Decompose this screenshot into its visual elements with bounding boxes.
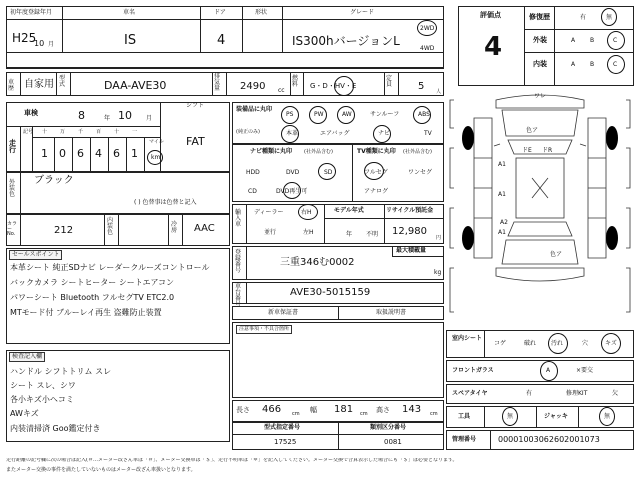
front-glass-option-replace: ×要交 (576, 367, 594, 374)
spare-tire-option-none: 欠 (612, 390, 619, 397)
inspector-note-line-1: ハンドル シフトトリム スレ (10, 367, 112, 376)
navi-option-cd: CD (248, 188, 257, 195)
reg-no-value: 三重346む0002 (280, 257, 355, 268)
mileage-digit-label: 十 (114, 129, 120, 135)
max-load-label: 最大積載量 (396, 247, 427, 254)
import-handle-right-circle (298, 204, 318, 220)
inspection-label: 車検 (24, 109, 38, 117)
mileage-digit: 4 (95, 147, 102, 160)
diagram-label-a2: A2 (500, 219, 508, 226)
registration-month-unit: 月 (48, 41, 55, 48)
shift-value: FAT (186, 135, 205, 148)
exterior-label: 外装 (533, 36, 547, 44)
displacement-unit: cc (278, 87, 285, 94)
displacement-value: 2490 (240, 81, 266, 92)
model-value: DAA-AVE30 (104, 79, 167, 92)
navi-sd-circle (318, 163, 336, 180)
registration-month: 10 (34, 39, 45, 48)
interior-label: 内装 (533, 60, 547, 68)
color-no-value: 212 (54, 225, 74, 236)
notes-label: 注意事項・不具合箇所 (236, 325, 292, 334)
diagram-label-a1-1: A1 (498, 161, 506, 168)
footer-line-1: 走行距離の記号欄に次の場合は記入(＃…メーター改ざん車は「＃」、メーター交換車は「＄」、走行不明車は「＊」を記入してください。メーター交換で合算表示した場合にも「＄」は必要となります。 (6, 458, 458, 463)
equipment-selected-circle (309, 106, 327, 124)
navi-option-dvd-play: DVD再生可 (276, 188, 308, 195)
type-designation-value: 17525 (274, 438, 297, 446)
rating-value: 4 (484, 32, 503, 62)
drive-2wd-circle (417, 20, 437, 36)
seat-option-kizu: キズ (605, 340, 617, 347)
diagram-label-dor: ドR (542, 147, 553, 154)
management-value: 00001003062602001073 (498, 435, 600, 444)
interior-option-c: C (613, 61, 618, 68)
selling-point-line-3: パワーシート Bluetooth フルセグTV ETC2.0 (10, 293, 175, 302)
inspection-year: 8 (78, 109, 85, 122)
inspector-notes-label: 検査記入欄 (9, 352, 45, 362)
inspector-note-line-2: シート スレ、シワ (10, 381, 76, 390)
seat-option-ana: 穴 (582, 340, 589, 347)
mileage-label: 走行 (9, 139, 16, 154)
inspector-note-line-5: 内装清掃済 Goo鑑定付き (10, 424, 101, 433)
navi-option-sd: SD (324, 169, 333, 176)
diagram-label-iro-2: 色ア (550, 251, 563, 258)
mileage-digit: 1 (41, 147, 48, 160)
grade-label: グレード (350, 9, 375, 16)
interior-option-a: A (571, 61, 576, 68)
equipment-item: TV (424, 130, 432, 137)
color-value: ブラック (34, 175, 74, 186)
equipment-item: ナビ (378, 130, 391, 137)
import-dealer: ディーラー (254, 209, 284, 216)
jack-label: ジャッキ (544, 413, 568, 420)
exterior-option-c: C (613, 37, 618, 44)
front-glass-label: フロントガラス (452, 367, 494, 374)
spare-tire-label: スペアタイヤ (452, 390, 488, 397)
tv-fullseg-circle (364, 162, 384, 180)
doors: 4 (217, 33, 226, 48)
equipment-item: ABS (418, 111, 430, 118)
warranty-manual: 取扱説明書 (376, 309, 407, 316)
km-label: km (151, 154, 161, 161)
jack-none-circle (599, 407, 615, 426)
equipment-selected-circle (281, 106, 299, 124)
color-note: ( ) 色替事は色替と記入 (134, 199, 197, 206)
grade: IS300hバージョンL (292, 34, 400, 48)
repair-option-no: 無 (606, 14, 613, 21)
navi-note: (社外品含む) (304, 149, 333, 155)
navi-label: ナビ種類に丸印 (250, 148, 293, 155)
jack-value: 無 (604, 413, 611, 420)
tools-none-circle (502, 407, 518, 426)
inspection-month-unit: 月 (146, 115, 153, 122)
warranty-new: 新車保証書 (268, 309, 299, 316)
seat-yogore-circle (548, 333, 568, 354)
tv-option-oneseg: ワンセグ (408, 169, 433, 176)
capacity-unit: 人 (436, 89, 442, 95)
navi-option-dvd: DVD (286, 169, 300, 176)
interior-option-b: B (590, 61, 595, 68)
seat-option-yabure: 破れ (524, 340, 537, 347)
fuel-selected-circle (334, 76, 354, 96)
tv-option-fullseg: フルセグ (364, 169, 388, 176)
selling-point-line-1: 本革シート 純正SDナビ レーダークルーズコントロール (10, 263, 210, 272)
registration-year: H25 (12, 31, 37, 45)
spare-tire-option-yes: 有 (526, 390, 533, 397)
interior-c-circle (607, 55, 625, 74)
inspector-note-line-3: 各小キズ小ヘコミ (10, 395, 74, 404)
mileage-digit-label: 一 (132, 129, 138, 135)
recycle-unit: 円 (436, 235, 442, 241)
repair-no-circle (601, 8, 617, 26)
management-label: 管理番号 (452, 436, 477, 443)
model-year-unknown: 不明 (366, 231, 379, 238)
displacement-label: 排気量 (214, 73, 221, 92)
seat-option-yogore: 汚れ (551, 340, 564, 347)
seat-option-koge: コゲ (494, 340, 507, 347)
height-unit: cm (430, 411, 438, 417)
interior-seat-label: 室内シート (452, 335, 483, 342)
import-handle-left: 左H (303, 229, 314, 236)
mileage-digit-label: 百 (96, 129, 102, 135)
km-selected-circle (147, 150, 163, 165)
capacity-value: 5 (418, 81, 425, 92)
equipment-item: 本革 (286, 130, 299, 137)
body-type-label: 形状 (255, 9, 268, 16)
recycle-value: 12,980 (392, 226, 427, 237)
seat-kizu-circle (601, 333, 621, 354)
fuel-label: 燃料 (292, 75, 299, 88)
repair-label: 修復歴 (529, 13, 550, 21)
inspection-year-unit: 年 (104, 115, 111, 122)
chassis-label: 車台番号 (235, 283, 242, 308)
classification-label: 類別区分番号 (370, 424, 407, 431)
repair-option-yes: 有 (580, 14, 587, 21)
color-no-label: カラーNo. (7, 221, 18, 237)
mileage-symbol-label: 記号 (23, 129, 34, 135)
selling-point-line-2: バックカメラ シートヒーター シートエアコン (10, 278, 175, 287)
equipment-item: エアバッグ (320, 130, 350, 137)
shift-label: シフト (186, 102, 205, 109)
width-value: 181 (334, 404, 354, 415)
drive-2wd: 2WD (420, 25, 435, 32)
import-handle-right: 右H (301, 209, 312, 216)
navi-option-hdd: HDD (246, 169, 260, 176)
type-designation-label: 型式指定番号 (264, 424, 301, 431)
mileage-digit-label: 十 (42, 129, 48, 135)
diagram-label-a1-3: A1 (498, 229, 506, 236)
fuel-options: G・D・HV・E (310, 82, 357, 90)
width-label: 幅 (310, 406, 317, 414)
capacity-label: 定員 (386, 75, 393, 88)
registration-year-label: 初年度登録年月 (10, 9, 53, 16)
tools-value: 無 (507, 413, 514, 420)
tv-label: TV種類に丸印 (357, 148, 396, 155)
equipment-sub-label: (純正のみ) (236, 129, 260, 135)
cooler-label: 冷房 (171, 221, 178, 234)
spare-tire-option-kit: 修理KIT (566, 390, 588, 397)
equipment-item: PS (286, 111, 294, 118)
equipment-item: AW (342, 111, 352, 118)
recycle-label: リサイクル預託金 (386, 207, 434, 214)
length-unit: cm (292, 411, 300, 417)
exterior-option-b: B (590, 37, 595, 44)
car-name: IS (124, 33, 137, 48)
footer-line-2: またメーター交換の事件を満たしていないものはメーター改ざん車扱いとなります。 (6, 467, 196, 473)
interior-color-label: 内装色 (107, 217, 114, 236)
cooler-value: AAC (194, 223, 215, 234)
selling-points-label: セールスポイント (9, 250, 62, 260)
model-year-unit: 年 (346, 231, 353, 238)
classification-value: 0081 (384, 438, 402, 446)
length-label: 長さ (236, 406, 250, 414)
use-value: 自家用 (24, 79, 54, 90)
selling-point-line-4: MTモード付 ブルーレイ再生 盗難防止装置 (10, 308, 162, 317)
height-value: 143 (402, 404, 422, 415)
import-parallel: 並行 (264, 229, 277, 236)
import-label: 輸入車 (235, 209, 242, 228)
tv-note: (社外品含む) (403, 149, 432, 155)
tools-label: 工具 (458, 413, 471, 420)
model-label: 型式 (59, 75, 66, 88)
mileage-digit-label: 万 (60, 129, 66, 135)
mileage-digit: 6 (113, 147, 120, 160)
doors-label: ドア (214, 9, 226, 16)
inspection-month: 10 (118, 109, 132, 122)
mileage-digit: 1 (131, 147, 138, 160)
rating-label: 評価点 (480, 11, 501, 19)
exterior-option-a: A (571, 37, 576, 44)
front-glass-a-circle (540, 361, 558, 381)
navi-dvd-play-circle (283, 182, 301, 199)
exterior-c-circle (607, 31, 625, 50)
tv-option-analog: アナログ (364, 188, 389, 195)
diagram-label-ware: ワレ (534, 93, 547, 100)
inspector-note-line-4: AWキズ (10, 409, 39, 418)
diagram-label-iro-1: 色ア (526, 127, 539, 134)
mileage-digit-label: 千 (78, 129, 84, 135)
diagram-label-doe: ドE (522, 147, 532, 154)
diagram-label-a1-2: A1 (498, 191, 506, 198)
mile-label: マイル (149, 139, 164, 145)
height-label: 高さ (376, 406, 390, 414)
equipment-selected-circle (413, 106, 431, 124)
car-name-label: 車名 (123, 9, 136, 16)
equipment-item: サンルーフ (370, 111, 400, 118)
equipment-item: PW (314, 111, 324, 118)
length-value: 466 (262, 404, 282, 415)
color-label: 外装色 (9, 179, 16, 198)
car-body-diagram (446, 88, 634, 320)
equipment-selected-circle (281, 125, 299, 143)
equipment-label: 装備品に丸印 (236, 106, 273, 113)
model-year-label: モデル年式 (334, 207, 364, 214)
width-unit: cm (360, 411, 368, 417)
chassis-value: AVE30-5015159 (290, 287, 371, 298)
mileage-digit: 0 (59, 147, 66, 160)
equipment-selected-circle (337, 106, 355, 124)
drive-4wd: 4WD (420, 45, 435, 52)
use-label: 車歴 (8, 79, 15, 92)
mileage-digit: 6 (77, 147, 84, 160)
max-load-unit: kg (434, 269, 442, 276)
reg-no-label: 登録番号 (235, 249, 242, 274)
equipment-selected-circle (373, 125, 391, 143)
front-glass-option-a: A (546, 367, 551, 374)
